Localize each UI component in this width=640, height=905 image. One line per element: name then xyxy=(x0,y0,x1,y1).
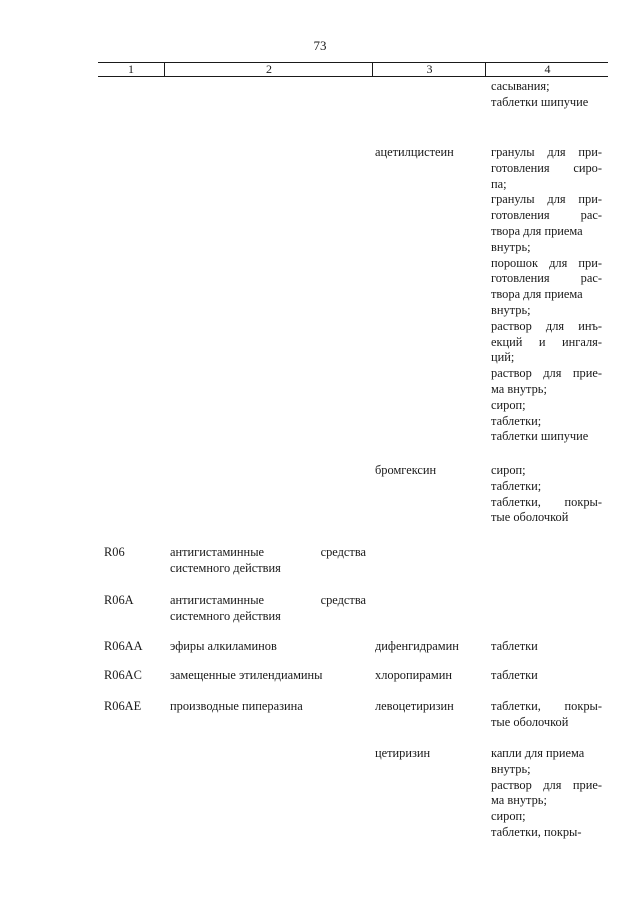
dosage-forms-bromhexine xyxy=(491,463,602,526)
atc-code-r06aa: R06AA xyxy=(104,639,143,653)
header-col-1: 1 xyxy=(128,62,134,76)
dosage-form-line: таблетки; xyxy=(491,478,542,493)
dosage-form-line: сасывания; xyxy=(491,79,550,93)
atc-code-r06ae: R06AE xyxy=(104,699,142,713)
dosage-form-line: твора для приема xyxy=(491,223,583,238)
dosage-form-line: сироп; xyxy=(491,463,526,477)
dosage-form-line: таблетки, покры- xyxy=(491,494,602,509)
dosage-form-line: тые оболочкой xyxy=(491,714,569,729)
dosage-form-chloropyramine: таблетки xyxy=(491,668,538,682)
dosage-form-line: таблетки, покры- xyxy=(491,699,602,713)
dosage-form-line: порошок для при- xyxy=(491,255,602,270)
drug-name-cetirizine: цетиризин xyxy=(375,746,431,760)
dosage-form-line: готовления рас- xyxy=(491,271,602,286)
dosage-form-line: ций; xyxy=(491,350,515,365)
drug-name-levocetirizine: левоцетиризин xyxy=(375,699,454,713)
dosage-form-line: ма внутрь; xyxy=(491,381,547,396)
atc-desc-r06ac: замещенные этилендиамины xyxy=(170,668,323,682)
dosage-form-line: раствор для инъ- xyxy=(491,318,602,333)
atc-code-r06ac: R06AC xyxy=(104,668,142,682)
dosage-form-line: внутрь; xyxy=(491,239,531,254)
continued-dosage-form xyxy=(491,79,602,111)
dosage-form-diphenhydramine: таблетки xyxy=(491,639,538,653)
dosage-form-line: екций и ингаля- xyxy=(491,334,602,349)
dosage-form-line: ма внутрь; xyxy=(491,793,547,808)
dosage-form-line: внутрь; xyxy=(491,302,531,317)
atc-code-r06: R06 xyxy=(104,545,125,559)
dosage-form-line: готовления сиро- xyxy=(491,160,602,175)
header-col-2: 2 xyxy=(164,63,373,76)
dosage-form-line: сироп; xyxy=(491,809,526,824)
dosage-form-line: таблетки шипучие xyxy=(491,429,589,444)
dosage-form-line: твора для приема xyxy=(491,287,583,302)
dosage-form-line: гранулы для при- xyxy=(491,145,602,159)
atc-desc-r06: антигистаминные средства системного действия xyxy=(170,545,366,575)
page-number: 73 xyxy=(313,38,327,53)
drug-name-diphenhydramine: дифенгидрамин xyxy=(375,639,459,653)
dosage-forms-cetirizine xyxy=(491,746,602,841)
dosage-form-line: готовления рас- xyxy=(491,208,602,223)
dosage-form-line: сироп; xyxy=(491,397,526,412)
drug-name-bromhexine: бромгексин xyxy=(375,463,437,477)
dosage-form-line: таблетки, покры- xyxy=(491,824,582,839)
dosage-forms-levocetirizine xyxy=(491,699,602,731)
dosage-form-line: раствор для прие- xyxy=(491,366,602,381)
header-col-4: 4 xyxy=(485,63,609,76)
dosage-form-line: таблетки; xyxy=(491,413,542,428)
atc-desc-r06aa: эфиры алкиламинов xyxy=(170,639,277,653)
dosage-form-line: таблетки шипучие xyxy=(491,94,589,109)
dosage-form-line: раствор для прие- xyxy=(491,777,602,792)
dosage-forms-acetylcysteine xyxy=(491,145,602,445)
atc-desc-r06a: антигистаминные средства системного действия xyxy=(170,593,366,623)
atc-code-r06a: R06A xyxy=(104,593,134,607)
drug-name-acetylcysteine: ацетилцистеин xyxy=(375,145,454,159)
drug-name-chloropyramine: хлоропирамин xyxy=(375,668,453,682)
header-col-3: 3 xyxy=(372,63,486,76)
atc-desc-r06ae: производные пиперазина xyxy=(170,699,303,713)
dosage-form-line: внутрь; xyxy=(491,761,531,776)
dosage-form-line: па; xyxy=(491,176,507,191)
dosage-form-line: капли для приема xyxy=(491,746,585,760)
dosage-form-line: гранулы для при- xyxy=(491,192,602,207)
dosage-form-line: тые оболочкой xyxy=(491,510,569,525)
